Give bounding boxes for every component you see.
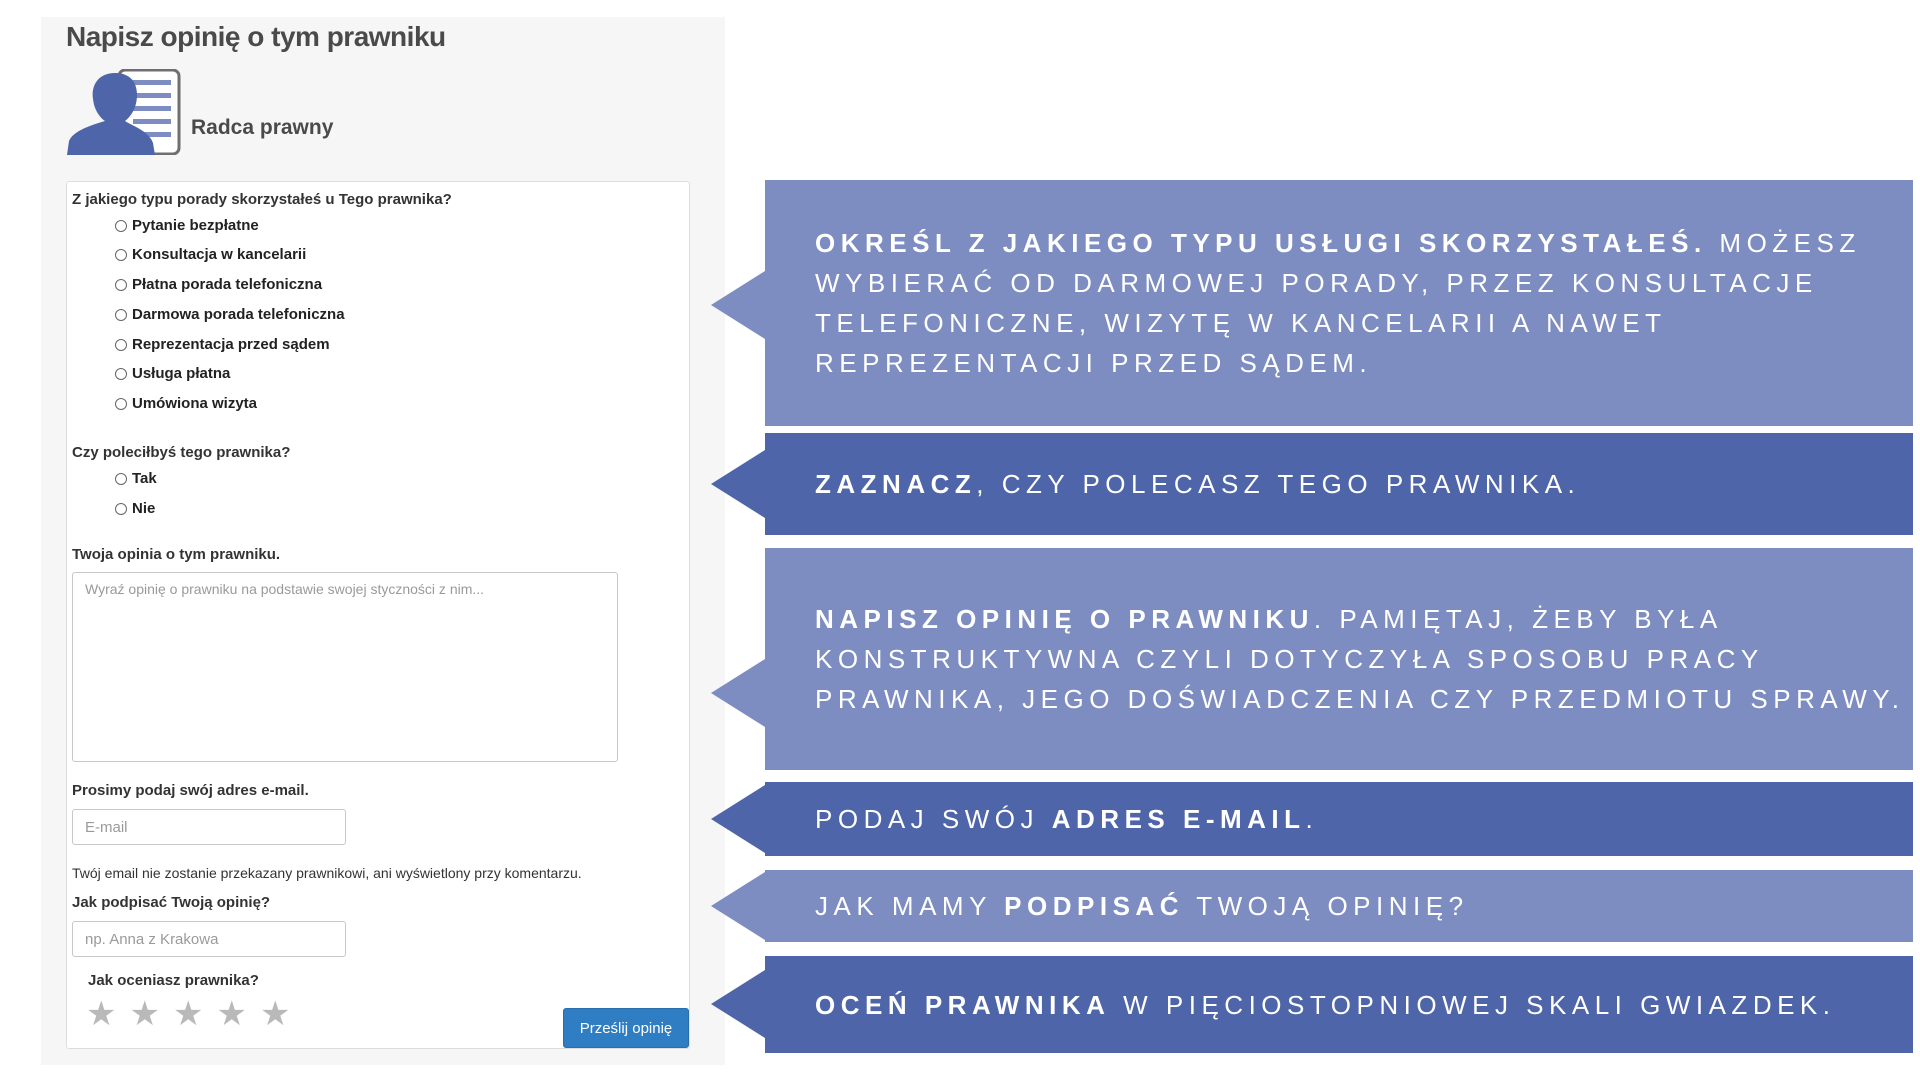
radio-label: Usługa płatna [132,365,231,382]
radio-button[interactable] [115,309,127,321]
radio-label: Tak [132,470,157,487]
callout-bold: OCEŃ PRAWNIKA [815,989,1111,1020]
callout-recommend [765,433,1913,535]
callout-post: TWOJĄ OPINIĘ? [1183,891,1469,921]
radio-button[interactable] [115,503,127,515]
radio-label: Nie [132,500,156,517]
radio-label: Płatna porada telefoniczna [132,276,323,293]
callout-body: W PIĘCIOSTOPNIOWEJ SKALI GWIAZDEK. [1110,989,1836,1020]
question-opinion: Twoja opinia o tym prawniku. [72,546,281,563]
star-icon[interactable]: ★ [129,995,160,1033]
callout-text [815,599,1913,719]
email-privacy-note: Twój email nie zostanie przekazany prawnikowi, ani wyświetlony przy komentarzu. [72,865,582,881]
callout-text [815,223,1913,383]
callout-body: , CZY POLECASZ TEGO PRAWNIKA. [976,469,1581,499]
callout-pointer [711,450,765,518]
star-icon[interactable]: ★ [259,995,291,1033]
opinion-textarea[interactable] [72,572,618,762]
signature-field[interactable] [72,921,346,957]
radio-button[interactable] [115,339,127,351]
review-form-panel [41,17,725,1065]
radio-button[interactable] [115,220,127,232]
submit-button[interactable]: Prześlij opinię [563,1008,689,1048]
radio-option-yes[interactable] [115,470,157,487]
callout-text [815,985,1836,1025]
radio-button[interactable] [115,473,127,485]
question-signature: Jak podpisać Twoją opinię? [72,894,271,911]
callout-post: . [1305,804,1319,834]
star-icon[interactable]: ★ [86,995,117,1033]
callout-bold: NAPISZ OPINIĘ O PRAWNIKU [815,604,1314,634]
radio-option-paid-service[interactable] [115,365,230,382]
callout-pre: JAK MAMY [815,891,1005,921]
page-title: Napisz opinię o tym prawniku [66,21,446,52]
callout-text [815,464,1580,504]
callout-body: . PAMIĘTAJ, ŻEBY BYŁA KONSTRUKTYWNA CZYLI DOTYCZYŁA SPOSOBU PRACY PRAWNIKA, JEGO DOŚWIADCZENIA CZY PRZEDMIOTU SPRAWY. [815,604,1905,714]
callout-opinion [765,548,1913,770]
radio-option-court-representation[interactable] [115,336,330,353]
callout-service-type [765,180,1913,426]
radio-option-free-phone[interactable] [115,306,345,323]
callout-text [815,799,1318,839]
callout-body: MOŻESZ WYBIERAĆ OD DARMOWEJ PORADY, PRZEZ KONSULTACJE TELEFONICZNE, WIZYTĘ W KANCELARII A NAWET REPREZENTACJI PRZED SĄDEM. [815,228,1861,378]
radio-option-no[interactable] [115,500,155,517]
callout-pointer [711,785,765,853]
radio-label: Darmowa porada telefoniczna [132,306,345,323]
radio-label: Umówiona wizyta [132,395,258,412]
callout-pointer [711,970,765,1038]
radio-button[interactable] [115,249,127,261]
question-email: Prosimy podaj swój adres e-mail. [72,782,309,799]
star-rating[interactable] [86,997,290,1031]
email-field[interactable] [72,809,346,845]
callout-email [765,782,1913,856]
lawyer-type-label: Radca prawny [191,116,334,139]
radio-button[interactable] [115,398,127,410]
user-document-icon [67,69,181,155]
callout-pre: PODAJ SWÓJ [815,804,1052,834]
radio-label: Konsultacja w kancelarii [132,246,307,263]
question-recommend: Czy poleciłbyś tego prawnika? [72,444,291,461]
radio-option-office-consultation[interactable] [115,246,306,263]
radio-option-appointment[interactable] [115,395,257,412]
radio-label: Reprezentacja przed sądem [132,336,330,353]
form-card [66,181,690,1049]
callout-pointer [711,659,765,727]
radio-button[interactable] [115,368,127,380]
radio-option-free-question[interactable] [115,217,259,234]
radio-label: Pytanie bezpłatne [132,217,259,234]
callout-text [815,886,1469,926]
lawyer-avatar [67,69,181,155]
callout-rating [765,956,1913,1053]
callout-bold: PODPISAĆ [1004,891,1184,921]
question-service-type: Z jakiego typu porady skorzystałeś u Tego prawnika? [72,191,452,208]
callout-bold: ZAZNACZ [815,469,977,499]
callout-pointer [711,271,765,339]
star-icon[interactable]: ★ [216,995,247,1033]
callout-signature [765,870,1913,942]
question-rating: Jak oceniasz prawnika? [88,972,259,989]
radio-button[interactable] [115,279,127,291]
callout-bold: OKREŚL Z JAKIEGO TYPU USŁUGI SKORZYSTAŁEŚ. [815,228,1707,258]
radio-option-paid-phone[interactable] [115,276,322,293]
star-icon[interactable]: ★ [172,995,204,1033]
callout-pointer [711,872,765,940]
callout-bold: ADRES E-MAIL [1051,804,1306,834]
